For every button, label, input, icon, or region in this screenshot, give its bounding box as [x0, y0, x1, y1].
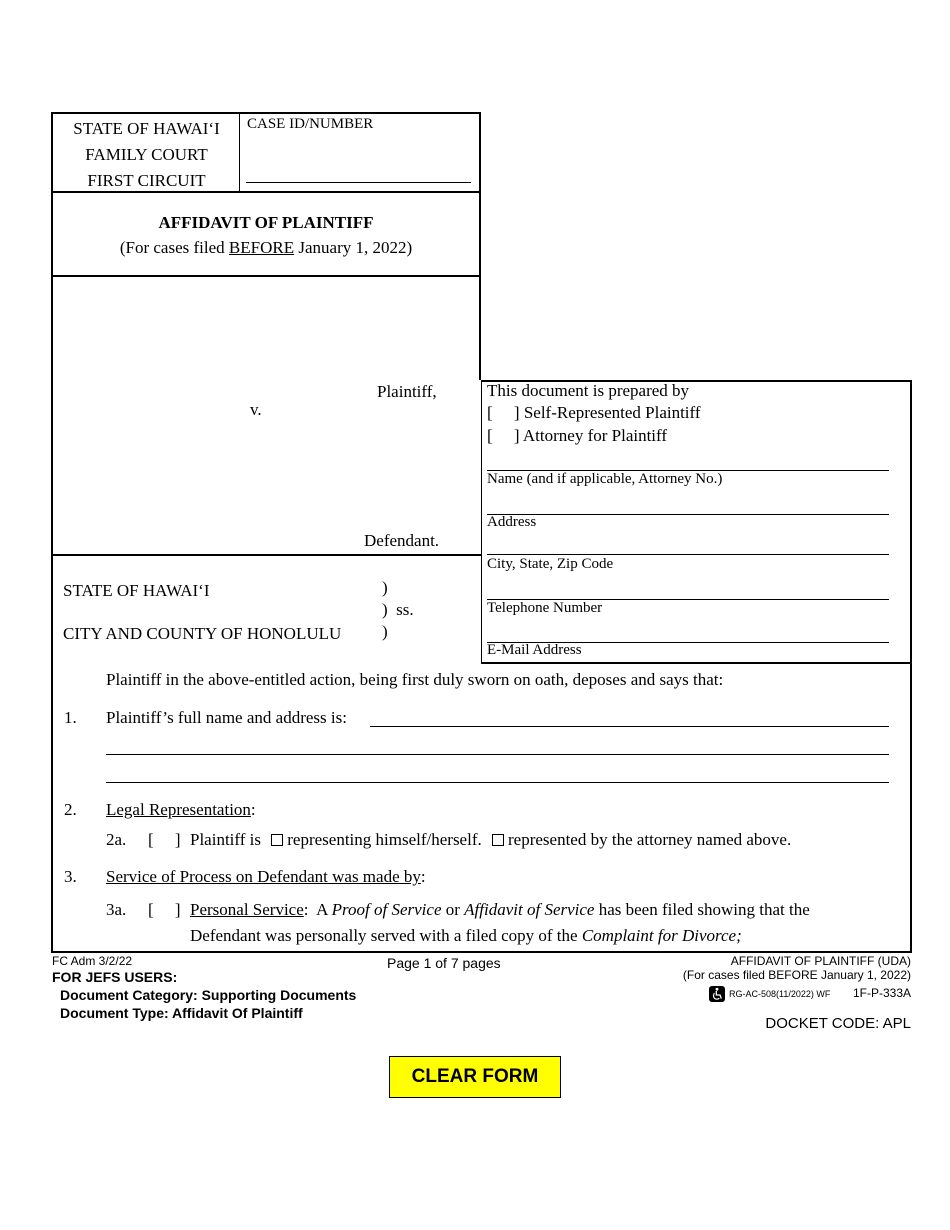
- name-label: Name (and if applicable, Attorney No.): [487, 471, 723, 487]
- case-id-field[interactable]: [246, 182, 471, 183]
- page-count: Page 1 of 7 pages: [387, 955, 501, 971]
- city-label: City, State, Zip Code: [487, 556, 614, 572]
- self-represented-option[interactable]: [ ] Self-Represented Plaintiff: [487, 403, 701, 422]
- venue-state: STATE OF HAWAI‘I: [63, 581, 210, 600]
- document-category: Document Category: Supporting Documents: [60, 987, 357, 1003]
- plaintiff-name-line-3[interactable]: [106, 782, 889, 783]
- plaintiff-label: Plaintiff,: [377, 382, 437, 401]
- accessibility-icon: [709, 986, 725, 1002]
- item2a-number: 2a.: [106, 830, 127, 849]
- item1-label: Plaintiff’s full name and address is:: [106, 708, 347, 727]
- item3-number: 3.: [64, 867, 77, 886]
- rg-code: RG-AC-508(11/2022) WF: [729, 989, 831, 999]
- attorney-represented-checkbox[interactable]: [492, 834, 504, 846]
- email-label: E-Mail Address: [487, 642, 582, 658]
- footer-form-sub: (For cases filed BEFORE January 1, 2022): [682, 968, 911, 982]
- docket-code: DOCKET CODE: APL: [765, 1015, 911, 1032]
- case-id-label: CASE ID/NUMBER: [247, 116, 374, 132]
- defendant-label: Defendant.: [364, 531, 440, 550]
- telephone-label: Telephone Number: [487, 600, 603, 616]
- plaintiff-name-line-1[interactable]: [370, 726, 889, 727]
- self-representing-checkbox[interactable]: [271, 834, 283, 846]
- page-subtitle: (For cases filed BEFORE January 1, 2022): [119, 238, 413, 257]
- city-field[interactable]: [487, 554, 889, 555]
- intro-statement: Plaintiff in the above-entitled action, being first duly sworn on oath, deposes and says that:: [106, 670, 724, 689]
- jefs-heading: FOR JEFS USERS:: [52, 969, 178, 985]
- plaintiff-name-line-2[interactable]: [106, 754, 889, 755]
- document-type: Document Type: Affidavit Of Plaintiff: [60, 1005, 303, 1021]
- clear-form-button[interactable]: CLEAR FORM: [389, 1056, 561, 1098]
- item2-number: 2.: [64, 800, 77, 819]
- footer-form-title: AFFIDAVIT OF PLAINTIFF (UDA): [730, 954, 911, 968]
- item3-heading: Service of Process on Defendant was made by:: [106, 867, 426, 886]
- venue-paren-3: ): [382, 622, 388, 641]
- page-title: AFFIDAVIT OF PLAINTIFF: [158, 213, 374, 232]
- caption-court: FAMILY COURT: [85, 145, 208, 164]
- address-label: Address: [487, 514, 537, 530]
- item3a-checkbox[interactable]: [ ]: [148, 900, 181, 919]
- venue-county: CITY AND COUNTY OF HONOLULU: [63, 624, 342, 643]
- versus-label: v.: [250, 400, 262, 419]
- item2-heading: Legal Representation:: [106, 800, 256, 819]
- prepared-by-heading: This document is prepared by: [487, 381, 690, 400]
- venue-paren-1: ): [382, 578, 388, 597]
- venue-paren-ss: ) ss.: [382, 600, 414, 619]
- form-date: FC Adm 3/2/22: [52, 954, 133, 968]
- item3a-text-line2: Defendant was personally served with a filed copy of the Complaint for Divorce;: [190, 926, 742, 945]
- attorney-option[interactable]: [ ] Attorney for Plaintiff: [487, 426, 668, 445]
- item3a-text: Personal Service: A Proof of Service or Affidavit of Service has been filed showing that the: [190, 900, 810, 919]
- item2a-row: Plaintiff is representing himself/herself. represented by the attorney named above.: [190, 830, 792, 849]
- address-field[interactable]: [487, 514, 889, 515]
- item3a-number: 3a.: [106, 900, 127, 919]
- item1-number: 1.: [64, 708, 77, 727]
- caption-state: STATE OF HAWAI‘I: [73, 119, 220, 138]
- item2a-checkbox[interactable]: [ ]: [148, 830, 181, 849]
- form-number: 1F-P-333A: [852, 986, 911, 1000]
- caption-circuit: FIRST CIRCUIT: [87, 171, 206, 190]
